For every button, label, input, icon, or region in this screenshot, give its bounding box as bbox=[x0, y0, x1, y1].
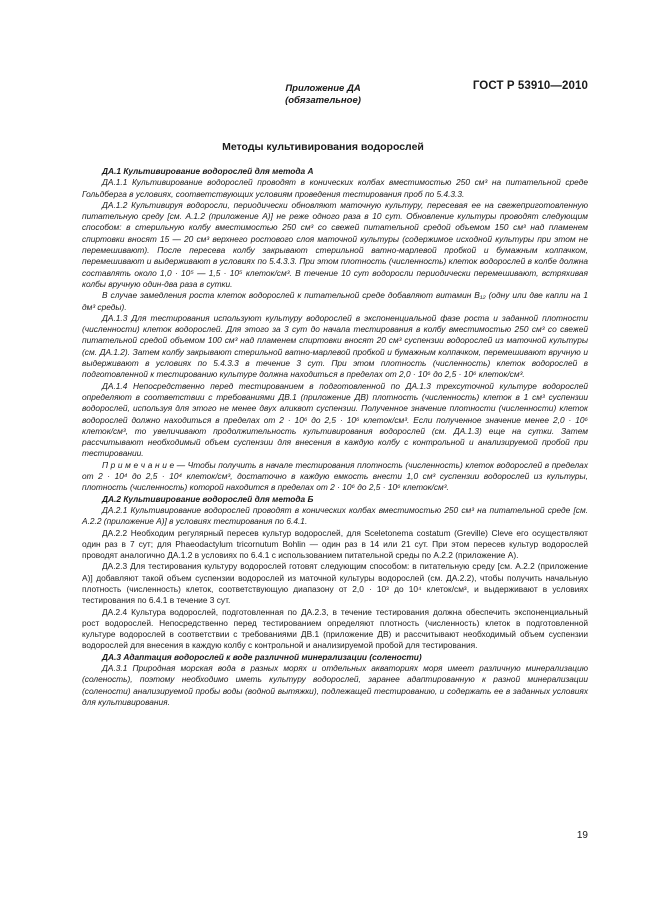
document-code: ГОСТ Р 53910—2010 bbox=[472, 80, 588, 92]
document-body bbox=[82, 166, 588, 708]
paragraph-da1-2: ДА.1.2 Культивируя водоросли, периодически обновляют маточную культуру, пересевая ее на свежеприготовленную питательную среду [см. А.1.2 (приложение А)] не реже одного раза в 10 сут. Обновление культуры проводят следующим способом: в стерильную колбу вместимостью 250 см³ со свежей питательной средой объемом 150 см³ над пламенем спиртовки вносят 15 — 20 см³ верхнего ростового слоя маточной культуры (содержимое исходной культуры при этом не перемешивают). После пересева колбу закрывают стерильной ватно-марлевой пробкой и бумажным колпачком, перемешивают и выдерживают в условиях по 5.4.3.3. При этом плотность (численность) клеток водорослей в колбе должна составлять около 1,0 · 10⁵ — 1,5 · 10⁵ клеток/см³. В течение 10 сут водоросли периодически перемешивают, встряхивая колбы вручную один-два раза в сутки. bbox=[82, 199, 588, 289]
subsection-heading-da1: ДА.1 Культивирование водорослей для метода А bbox=[102, 166, 314, 176]
appendix-title: Приложение ДА bbox=[285, 83, 361, 94]
paragraph-da1-4: ДА.1.4 Непосредственно перед тестированием в подготовленной по ДА.1.3 трехсуточной культуре водорослей определяют в соответствии с требованиями ДВ.1 (приложение ДВ) плотность (численность) клеток в 1 см³ суспензии водорослей, используя для этого не менее двух аликвот суспензии. Полученное значение плотности (численности) клеток водорослей должно находиться в пределах от 2 · 10⁶ до 2,5 · 10⁶ клеток/см³. Если полученное значение менее 2,0 · 10⁶ клеток/см³, то увеличивают продолжительность культивирования водорослей (см. ДА.1.3) еще на сутки. Затем рассчитывают необходимый объем суспензии для внесения в каждую колбу с контрольной и анализируемой пробой при тестировании. bbox=[82, 380, 588, 459]
paragraph-vitamin: В случае замедления роста клеток водорослей к питательной среде добавляют витамин В₁₂ (одну или две капли на 1 дм³ среды). bbox=[82, 290, 588, 312]
paragraph-da2-2: ДА.2.2 Необходим регулярный пересев культур водорослей, для Sceletonema costatum (Greville) Cleve его осуществляют один раз в 7 сут; для Phaeodactylum tricornutum Bohlin — один раз в 14 или 21 сут. При этом пересев культур водорослей проводят аналогично ДА.1.2 в условиях по 6.4.1 с использованием питательной среды по А.2.2 (приложение А). bbox=[82, 527, 588, 561]
section-title: Методы культивирования водорослей bbox=[222, 141, 424, 153]
note-paragraph: П р и м е ч а н и е — Чтобы получить в начале тестирования плотность (численность) клеток водорослей в пределах от 2 · 10⁴ до 2,5 · 10⁴ клеток/см³, достаточно в каждую емкость внести 1,0 см³ суспензии водорослей из культуры, плотность (численность) которой находится в пределах от 2 · 10⁶ до 2,5 · 10⁶ клеток/см³. bbox=[82, 459, 588, 493]
subsection-heading-da3: ДА.3 Адаптация водорослей к воде различной минерализации (солености) bbox=[102, 651, 422, 662]
appendix-status: (обязательное) bbox=[285, 95, 361, 106]
paragraph-da3-1: ДА.3.1 Природная морская вода в разных морях и отдельных акваториях моря имеет различную минерализацию (соленость), поэтому необходимо иметь культуру водорослей, заранее адаптированную к разной минерализации (солености) анализируемой пробы воды (водной вытяжки), подлежащей тестированию, и содержать ее в заданных условиях для культивирования. bbox=[82, 663, 588, 707]
subsection-heading-da2: ДА.2 Культивирование водорослей для метода Б bbox=[102, 493, 314, 504]
page-number: 19 bbox=[576, 830, 588, 841]
paragraph-da2-1: ДА.2.1 Культивирование водорослей проводят в конических колбах вместимостью 250 см³ на питательной среде [см. А.2.2 (приложение А)] в условиях тестирования по 6.4.1. bbox=[82, 504, 588, 527]
paragraph-da1-1: ДА.1.1 Культивирование водорослей проводят в конических колбах вместимостью 250 см³ на питательной среде Гольдберга в условиях, соответствующих условиям проведения тестирования проб по 5.4.3.3. bbox=[82, 177, 588, 199]
paragraph-da1-3: ДА.1.3 Для тестирования используют культуру водорослей в экспоненциальной фазе роста и заданной плотности (численности) клеток водорослей. Для этого за 3 сут до начала тестирования в колбу вместимостью 250 см³ со свежей питательной средой объемом 100 см³ над пламенем спиртовки вносят 20 см³ суспензии водорослей из маточной культуры (см. ДА.1.2). Затем колбу закрывают стерильной ватно-марлевой пробкой и бумажным колпачком, перемешивают вручную и выдерживают в условиях по 5.4.3.3 в течение 3 сут. При этом плотность (численность) клеток водорослей в подготовленной к тестированию культуре должна находиться в пределах от 2,0 · 10⁶ до 2,5 · 10⁶ клеток/см³. bbox=[82, 312, 588, 380]
paragraph-da2-4: ДА.2.4 Культура водорослей, подготовленная по ДА.2.3, в течение тестирования должна обеспечить экспоненциальный рост водорослей. Непосредственно перед тестированием определяют плотность (численность) клеток в подготовленной культуре водорослей в соответствии с требованиями ДВ.1 (приложение ДВ) и рассчитывают необходимый объем суспензии водорослей для внесения в каждую колбу с контрольной и анализируемой пробой для тестирования. bbox=[82, 606, 588, 651]
appendix-heading bbox=[0, 83, 646, 107]
paragraph-da2-3: ДА.2.3 Для тестирования культуру водорослей готовят следующим способом: в питательную среду [см. А.2.2 (приложение А)] добавляют такой объем суспензии водорослей из маточной культуры водорослей (см. ДА.2.2), чтобы получить начальную плотность (численность) клеток, соответствующую диапазону от 2,0 · 10³ до 10⁴ клеток/см³, и выдерживают в условиях тестирования по 6.4.1 в течение 3 сут. bbox=[82, 561, 588, 606]
